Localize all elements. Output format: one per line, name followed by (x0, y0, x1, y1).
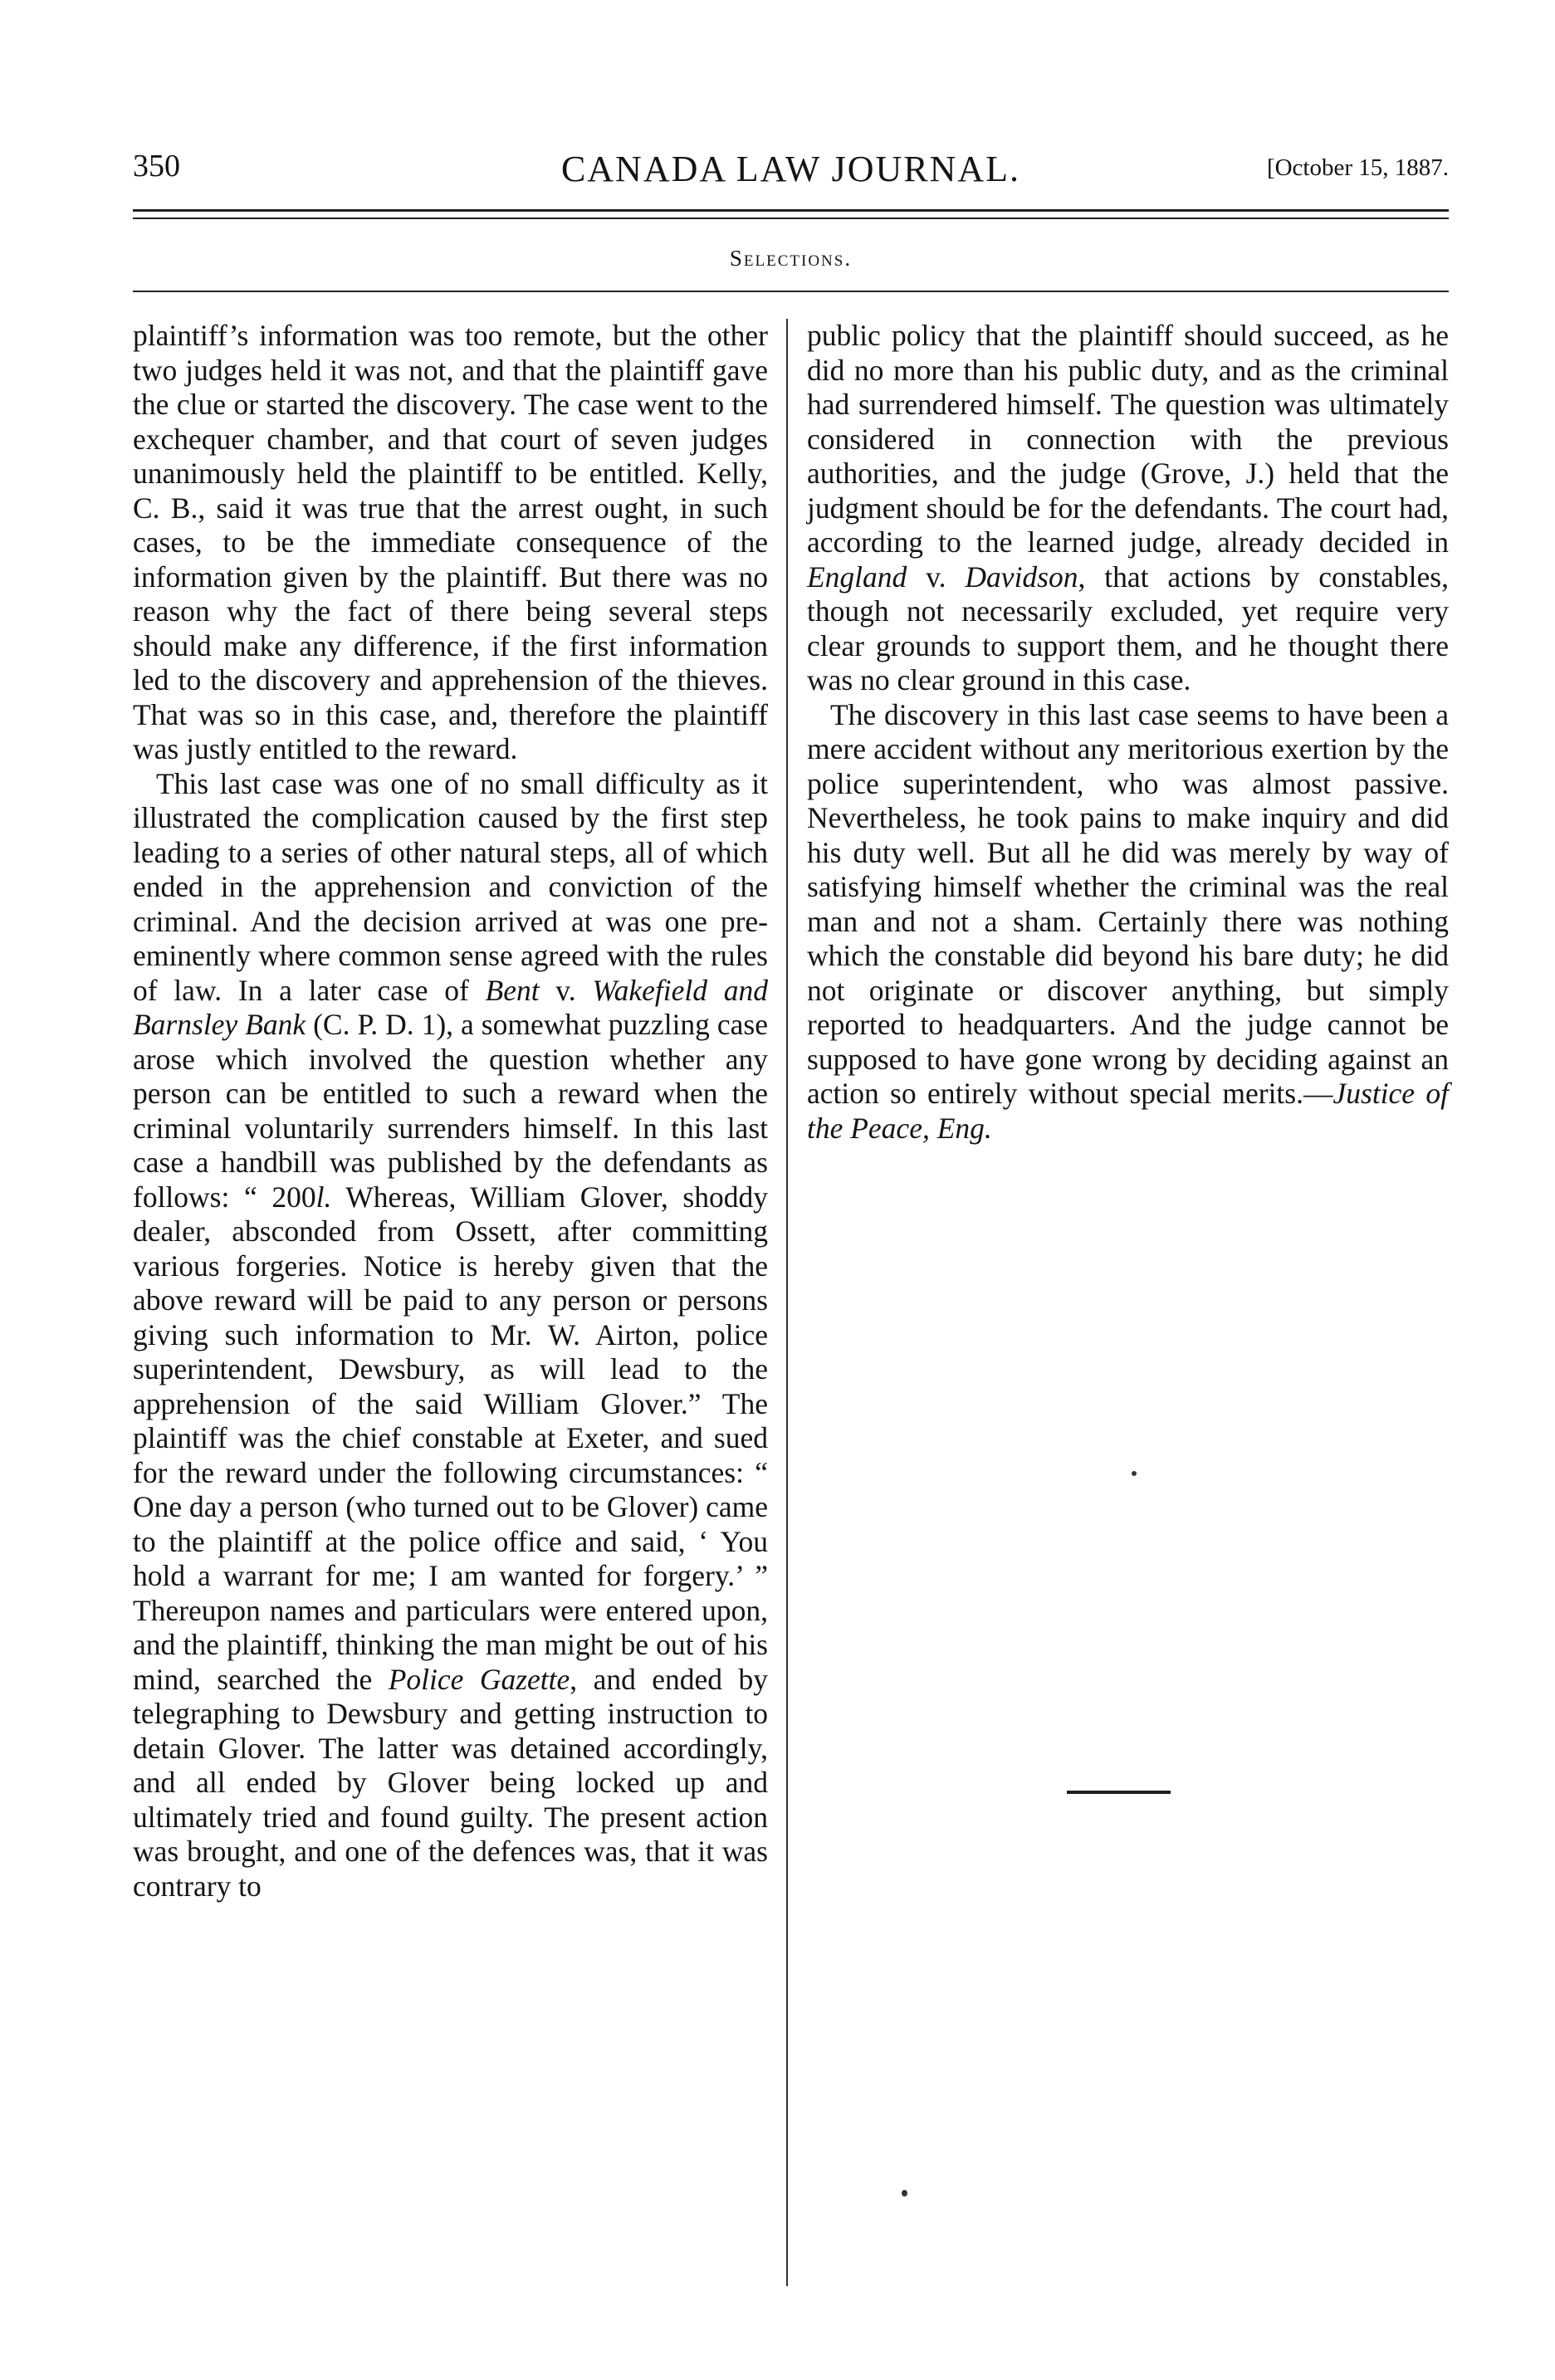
text-run: (C. P. D. 1), a somewhat puzzling case arose which involved the question whether any person can be entitled to such a reward when the criminal voluntarily surrenders himself. In this last case a handbill was published by the defendants as follows: “ 200 (133, 1008, 768, 1214)
header-rule-thick (133, 209, 1449, 212)
right-paragraph-1 (807, 319, 1449, 698)
text-run: v. (907, 560, 966, 594)
running-header (133, 148, 1449, 191)
article-end-rule (1067, 1791, 1171, 1794)
journal-title: CANADA LAW JOURNAL. (560, 149, 1021, 189)
right-column (807, 319, 1449, 1146)
currency-italic: l. (315, 1180, 332, 1214)
text-run: , that actions by constables, though not necessarily excluded, yet require very clear grounds to support them, and he thought there was no clear ground in this case. (807, 560, 1449, 696)
text-run: v. (539, 973, 593, 1007)
text-run: This last case was one of no small difficulty as it illustrated the complication caused by the first step leading to a series of other natural steps, all of which ended in the apprehension and conviction of the criminal. And the decision arrived at was one pre-eminently where common sense agreed with the rules of law. In a later case of (133, 766, 768, 1007)
text-run: The discovery in this last case seems to have been a mere accident without any meritorious exertion by the police superintendent, who was almost passive. Nevertheless, he took pains to make inquiry and did his duty well. But all he did was merely by way of satisfying himself whether the criminal was the real man and not a sham. Certainly there was nothing which the constable did beyond his bare duty; he did not originate or discover anything, but simply reported to headquarters. And the judge cannot be supposed to have gone wrong by deciding against an action so entirely without special merits.— (807, 697, 1449, 1110)
section-rule (133, 291, 1449, 292)
case-name-italic: Davidson (965, 560, 1078, 594)
left-paragraph-2 (133, 767, 768, 1904)
left-column (133, 319, 768, 1904)
header-rule-thin (133, 217, 1449, 219)
text-run: Whereas, William Glover, shoddy dealer, absconded from Ossett, after committing various forgeries. Notice is hereby given that the above reward will be paid to any person or persons giving such information to Mr. W. Airton, police superintendent, Dewsbury, as will lead to the apprehension of the said William Glover.” The plaintiff was the chief constable at Exeter, and sued for the reward under the following circumstances: “ One day a person (who turned out to be Glover) came to the plaintiff at the police office and said, ‘ You hold a warrant for me; I am wanted for forgery.’ ” Thereupon names and particulars were entered upon, and the plaintiff, thinking the man might be out of his mind, searched the (133, 1180, 768, 1696)
print-speck (902, 2190, 907, 2197)
right-paragraph-2 (807, 698, 1449, 1146)
issue-date: [October 15, 1887. (1266, 154, 1449, 181)
section-heading: Selections. (729, 246, 853, 271)
publication-italic: Police Gazette (388, 1662, 570, 1696)
source-citation-italic: Justice of the Peace, Eng. (807, 1077, 1449, 1145)
case-name-italic: Bent (485, 973, 540, 1007)
case-name-italic: Wakefield and Barnsley Bank (133, 973, 769, 1041)
column-divider (786, 319, 788, 2286)
left-paragraph-1: plaintiff’s information was too remote, but the other two judges held it was not, and that the plaintiff gave the clue or started the discovery. The case went to the exchequer chamber, and that court of seven judges unanimously held the plaintiff to be entitled. Kelly, C. B., said it was true that the arrest ought, in such cases, to be the immediate consequence of the information given by the plaintiff. But there was no reason why the fact of there being several steps should make any difference, if the first information led to the discovery and apprehension of the thieves. That was so in this case, and, therefore the plaintiff was justly entitled to the reward. (133, 319, 768, 765)
case-name-italic: England (807, 560, 907, 594)
text-run: public policy that the plaintiff should succeed, as he did no more than his public duty, and as the criminal had surrendered himself. The question was ultimately considered in connection with the previous authorities, and the judge (Grove, J.) held that the judgment should be for the defendants. The court had, according to the learned judge, already decided in (807, 319, 1449, 559)
text-run: , and ended by telegraphing to Dewsbury and getting instruction to detain Glover. The latter was detained accordingly, and all ended by Glover being locked up and ultimately tried and found guilty. The present action was brought, and one of the defences was, that it was contrary to (133, 1662, 768, 1903)
page-number: 350 (133, 149, 180, 183)
print-speck (1132, 1471, 1137, 1476)
